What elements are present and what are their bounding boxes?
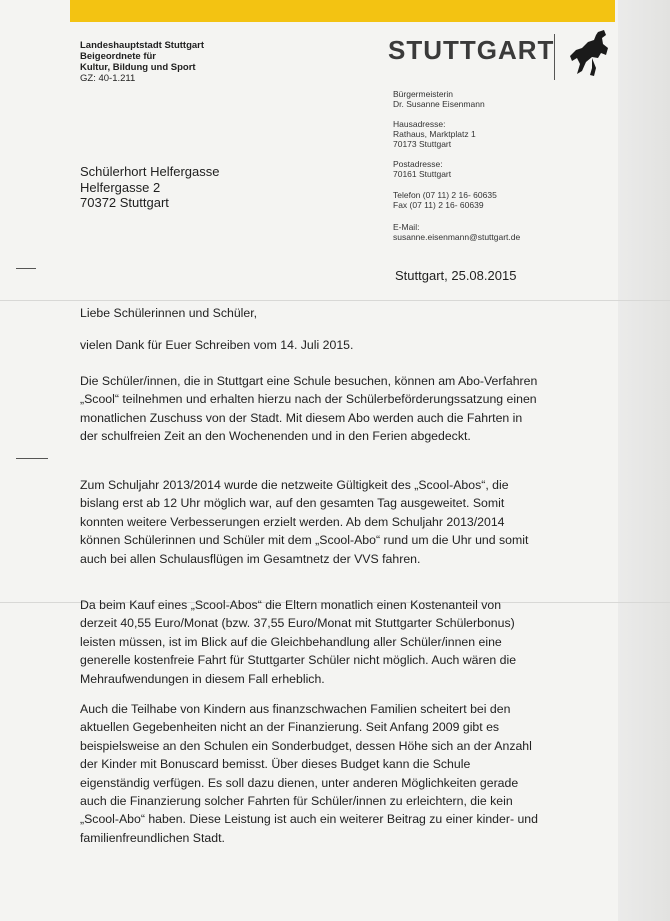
- email-address: susanne.eisenmann@stuttgart.de: [393, 232, 521, 242]
- sender-block: [80, 40, 204, 84]
- paragraph-schuljahr: Zum Schuljahr 2013/2014 wurde die netzweite Gültigkeit des „Scool-Abos“, die bislang erst ab 12 Uhr möglich war, auf den gesamten Tag ausgeweitet. Somit konnten weitere Verbesserungen erzielt werden. Ab dem Schuljahr 2013/2014 können Schülerinnen und Schüler mit dem „Scool-Abo“ rund um die Uhr und somit auch bei allen Schulausflügen im Gesamtnetz der VVS fahren.: [80, 478, 529, 566]
- email-label: E-Mail:: [393, 222, 420, 232]
- logo-divider: [554, 34, 555, 80]
- fold-crease: [0, 300, 670, 301]
- page-edge-shadow: [618, 0, 670, 921]
- letter-date: Stuttgart, 25.08.2015: [395, 268, 517, 283]
- contact-name: Dr. Susanne Eisenmann: [393, 99, 485, 109]
- recipient-name: Schülerhort Helfergasse: [80, 164, 220, 179]
- recipient-street: Helfergasse 2: [80, 179, 161, 195]
- house-address-label: Hausadresse:: [393, 119, 446, 129]
- postal-address-line1: 70161 Stuttgart: [393, 169, 452, 179]
- paragraph-scool-abo: Die Schüler/innen, die in Stuttgart eine Schule besuchen, können am Abo-Verfahren „Scool“ teilnehmen und erhalten hierzu nach der Schülerbeförderungssatzung einen monatlichen Zuschuss von der Stadt. Mit diesem Abo werden auch die Fahrten in der schulfreien Zeit an den Wochenenden und in den Ferien abgedeckt.: [80, 374, 538, 444]
- header-color-bar: [70, 0, 615, 22]
- house-address-line1: Rathaus, Marktplatz 1: [393, 129, 476, 139]
- email-block: [393, 222, 520, 242]
- house-address: [393, 119, 476, 149]
- sender-title: Beigeordnete für: [80, 51, 157, 62]
- paragraph-teilhabe: Auch die Teilhabe von Kindern aus finanzschwachen Familien scheitert bei den aktuellen Gegebenheiten nicht an der Finanzierung. Seit Anfang 2009 gibt es beispielsweise an den Schulen ein Sonderbudget, dessen Höhe sich an der Anzahl der Kinder mit Bonuscard bemisst. Über dieses Budget kann die Schule eigenständig verfügen. Es soll dazu dienen, unter anderen Möglichkeiten gerade auch die Finanzierung solcher Fahrten für Schüler/innen zu erleichtern, die kein „Scool-Abo“ haben. Diese Leistung ist auch ein weiterer Beitrag zu einer kinder- und familienfreundlichen Stadt.: [80, 702, 538, 845]
- sender-org: Landeshauptstadt Stuttgart: [80, 40, 205, 51]
- stuttgart-horse-icon: [568, 28, 616, 78]
- fold-mark: [16, 268, 36, 269]
- punch-mark: [16, 458, 48, 459]
- sender-department: Kultur, Bildung und Sport: [80, 62, 196, 73]
- fax-number: Fax (07 11) 2 16- 60639: [393, 200, 484, 210]
- contact-person: [393, 89, 485, 109]
- recipient-address: [80, 164, 219, 211]
- house-address-line2: 70173 Stuttgart: [393, 139, 452, 149]
- phone-number: Telefon (07 11) 2 16- 60635: [393, 190, 497, 200]
- sender-reference: GZ: 40-1.211: [80, 73, 136, 84]
- contact-role: Bürgermeisterin: [393, 89, 453, 99]
- postal-address: [393, 159, 451, 179]
- postal-address-label: Postadresse:: [393, 159, 443, 169]
- phone-fax: [393, 190, 497, 210]
- salutation: Liebe Schülerinnen und Schüler,: [80, 306, 258, 320]
- recipient-city: 70372 Stuttgart: [80, 195, 169, 210]
- paragraph-intro: vielen Dank für Euer Schreiben vom 14. Juli 2015.: [80, 338, 354, 352]
- paragraph-kosten: Da beim Kauf eines „Scool-Abos“ die Eltern monatlich einen Kostenanteil von derzeit 40,55 Euro/Monat (bzw. 37,55 Euro/Monat mit Stuttgarter Schülerbonus) leisten müssen, ist im Blick auf die Gleichbehandlung aller Schüler/innen eine generelle kostenfreie Fahrt für Stuttgarter Schüler nicht möglich. Auch wären die Mehraufwendungen in diesem Fall erheblich.: [80, 598, 517, 686]
- stuttgart-logo-text: STUTTGART: [388, 35, 555, 65]
